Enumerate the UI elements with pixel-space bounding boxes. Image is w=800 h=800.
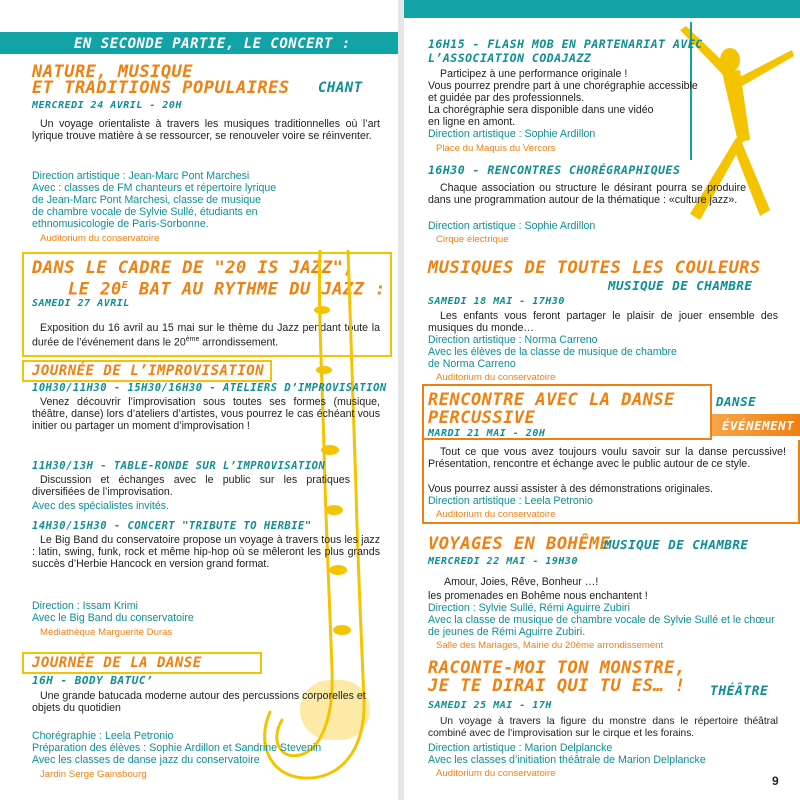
flashmob-credit: Direction artistique : Sophie Ardillon — [428, 128, 596, 140]
boheme-credit-1: Direction : Sylvie Sullé, Rémi Aguirre Zubiri — [428, 602, 630, 614]
danse-venue: Jardin Serge Gainsbourg — [40, 769, 147, 780]
band-title: EN SECONDE PARTIE, LE CONCERT : — [74, 36, 351, 52]
nature-credit-4: de chambre vocale de Sylvie Sullé, étudiants en — [32, 206, 258, 218]
impro-c-title: 14H30/15H30 - CONCERT "TRIBUTE TO HERBIE" — [32, 520, 312, 532]
jazz-body-pre: Exposition du 16 avril au 15 mai sur le thème du Jazz pendant toute la durée de l’événement dans le 20 — [32, 322, 380, 349]
left-top-band — [0, 32, 398, 54]
percussive-credit: Direction artistique : Leela Petronio — [428, 495, 593, 507]
monstre-category: THÉÂTRE — [710, 684, 769, 699]
impro-c-body: Le Big Band du conservatoire propose un voyage à travers tous les jazz : latin, swing, funk, rock et même hip-hop où se mêleront les plus grands succès d’Herbie Hancock en version grand format. — [32, 534, 380, 571]
couleurs-date: SAMEDI 18 MAI - 17H30 — [428, 296, 565, 307]
nature-body: Un voyage orientaliste à travers les musiques traditionnelles où l’art lyrique trouve matière à se ressourcer, se renouveler voire se réinventer. — [32, 118, 380, 143]
right-page — [404, 0, 800, 800]
danse-credit-2: Préparation des élèves : Sophie Ardillon et Sandrine Stevenin — [32, 742, 322, 754]
impro-b-title: 11H30/13H - TABLE-RONDE SUR L’IMPROVISATION — [32, 460, 326, 472]
nature-venue: Auditorium du conservatoire — [40, 233, 160, 244]
jazz-title-line1: DANS LE CADRE DE "20 IS JAZZ", — [32, 258, 355, 278]
percussive-badge: ÉVÉNEMENT — [722, 418, 795, 433]
percussive-title-2: PERCUSSIVE — [428, 408, 536, 428]
boheme-venue: Salle des Mariages, Mairie du 20ème arrondissement — [436, 640, 664, 651]
nature-category: CHANT — [318, 80, 363, 96]
boheme-title: VOYAGES EN BOHÊME — [428, 534, 611, 554]
danse-body: Une grande batucada moderne autour des percussions corporelles et objets du quotidien — [32, 690, 366, 715]
percussive-body: Tout ce que vous avez toujours voulu savoir sur la danse percussive! Présentation, rencontre et échange avec le public autour de ce style. — [428, 446, 786, 471]
nature-date: MERCREDI 24 AVRIL - 20H — [32, 100, 182, 111]
boheme-date: MERCREDI 22 MAI - 19H30 — [428, 556, 578, 567]
percussive-date: MARDI 21 MAI - 20H — [428, 428, 546, 439]
boheme-body-2: les promenades en Bohême nous enchantent ! — [428, 590, 648, 602]
impro-b-credit: Avec des spécialistes invités. — [32, 500, 169, 512]
jazz-date: SAMEDI 27 AVRIL — [32, 298, 130, 309]
flashmob-body-4: La chorégraphie sera disponible dans une vidéo — [428, 104, 654, 116]
choreo-title: 16H30 - RENCONTRES CHORÉGRAPHIQUES — [428, 163, 681, 177]
impro-c-credit-2: Avec le Big Band du conservatoire — [32, 612, 194, 624]
percussive-title-1: RENCONTRE AVEC LA DANSE — [428, 390, 675, 410]
percussive-venue: Auditorium du conservatoire — [436, 509, 556, 520]
couleurs-title: MUSIQUES DE TOUTES LES COULEURS — [428, 258, 761, 278]
boheme-body-1: Amour, Joies, Rêve, Bonheur …! — [444, 576, 599, 588]
monstre-date: SAMEDI 25 MAI - 17H — [428, 700, 552, 711]
page-number: 9 — [772, 774, 779, 788]
choreo-venue: Cirque électrique — [436, 234, 509, 245]
impro-a-title: 10H30/11H30 - 15H30/16H30 - ATELIERS D’IMPROVISATION — [32, 382, 387, 394]
choreo-body: Chaque association ou structure le désirant pourra se produire dans une programmation autour de la thématique : «culture jazz». — [428, 182, 746, 207]
percussive-category: DANSE — [716, 394, 757, 409]
nature-credit-5: ethnomusicologie de Paris-Sorbonne. — [32, 218, 209, 230]
jazz-title-line2-pre: LE 20 — [68, 279, 122, 300]
boheme-credit-2: Avec la classe de musique de chambre vocale de Sylvie Sullé et le chœur de jeunes de Rémi Aguirre Zubiri. — [428, 614, 775, 639]
monstre-credit-1: Direction artistique : Marion Delplancke — [428, 742, 613, 754]
jazz-title-line2-post: BAT AU RYTHME DU JAZZ : — [128, 279, 386, 300]
flashmob-body-2: Vous pourrez prendre part à une chorégraphie accessible — [428, 80, 698, 92]
flashmob-body-1: Participez à une performance originale ! — [440, 68, 628, 80]
flashmob-body-3: et guidée par des professionnels. — [428, 92, 585, 104]
danse-credit-3: Avec les classes de danse jazz du conservatoire — [32, 754, 260, 766]
nature-title-line2: ET TRADITIONS POPULAIRES — [32, 78, 290, 98]
flashmob-title-2: L’ASSOCIATION CODAJAZZ — [428, 51, 592, 65]
couleurs-credit-1: Direction artistique : Norma Carreno — [428, 334, 598, 346]
impro-c-credit-1: Direction : Issam Krimi — [32, 600, 138, 612]
jazz-title-sup: E — [121, 280, 129, 291]
choreo-credit: Direction artistique : Sophie Ardillon — [428, 220, 596, 232]
right-top-band — [404, 0, 800, 18]
nature-title-line1: NATURE, MUSIQUE — [32, 62, 194, 82]
impro-c-venue: Médiathèque Marguerite Duras — [40, 627, 173, 638]
impro-a-body: Venez découvrir l’improvisation sous toutes ses formes (musique, théâtre, danse) lors d’ateliers d’artistes, vous pourrez le cas échéant vous initier ou partager un moment d’improvisation ! — [32, 396, 380, 433]
flashmob-body-5: en ligne en amont. — [428, 116, 516, 128]
danse-heading: JOURNÉE DE LA DANSE — [32, 655, 202, 671]
flashmob-title-1: 16H15 - FLASH MOB EN PARTENARIAT AVEC — [428, 37, 703, 51]
couleurs-body: Les enfants vous feront partager le plaisir de jouer ensemble des musiques du monde… — [428, 310, 778, 335]
left-page — [0, 0, 398, 800]
flashmob-venue: Place du Maquis du Vercors — [436, 143, 556, 154]
danse-credit-1: Chorégraphie : Leela Petronio — [32, 730, 174, 742]
monstre-venue: Auditorium du conservatoire — [436, 768, 556, 779]
impro-b-body: Discussion et échanges avec le public sur les pratiques diversifiées de l’improvisation. — [32, 474, 350, 499]
danse-time: 16H - BODY BATUC’ — [32, 674, 154, 687]
couleurs-credit-2: Avec les élèves de la classe de musique de chambre — [428, 346, 677, 358]
nature-credit-1: Direction artistique : Jean-Marc Pont Marchesi — [32, 170, 250, 182]
couleurs-venue: Auditorium du conservatoire — [436, 372, 556, 383]
jazz-body-sup: ème — [185, 336, 200, 344]
nature-credit-2: Avec : classes de FM chanteurs et répertoire lyrique — [32, 182, 277, 194]
couleurs-credit-3: de Norma Carreno — [428, 358, 516, 370]
monstre-body: Un voyage à travers la figure du monstre dans le répertoire théâtral combiné avec de l’improvisation sur le cirque et les forains. — [428, 716, 778, 740]
monstre-title-2: JE TE DIRAI QUI TU ES… ! — [428, 676, 686, 696]
couleurs-category: MUSIQUE DE CHAMBRE — [608, 278, 753, 293]
percussive-body-2: Vous pourrez aussi assister à des démonstrations originales. — [428, 483, 714, 495]
monstre-credit-2: Avec les classes d’initiation théâtrale de Marion Delplancke — [428, 754, 706, 766]
boheme-category: MUSIQUE DE CHAMBRE — [604, 537, 749, 552]
nature-credit-3: de Jean-Marc Pont Marchesi, classe de musique — [32, 194, 262, 206]
impro-heading: JOURNÉE DE L’IMPROVISATION — [32, 363, 265, 379]
monstre-title-1: RACONTE-MOI TON MONSTRE, — [428, 658, 686, 678]
jazz-body-post: arrondissement. — [199, 336, 279, 349]
